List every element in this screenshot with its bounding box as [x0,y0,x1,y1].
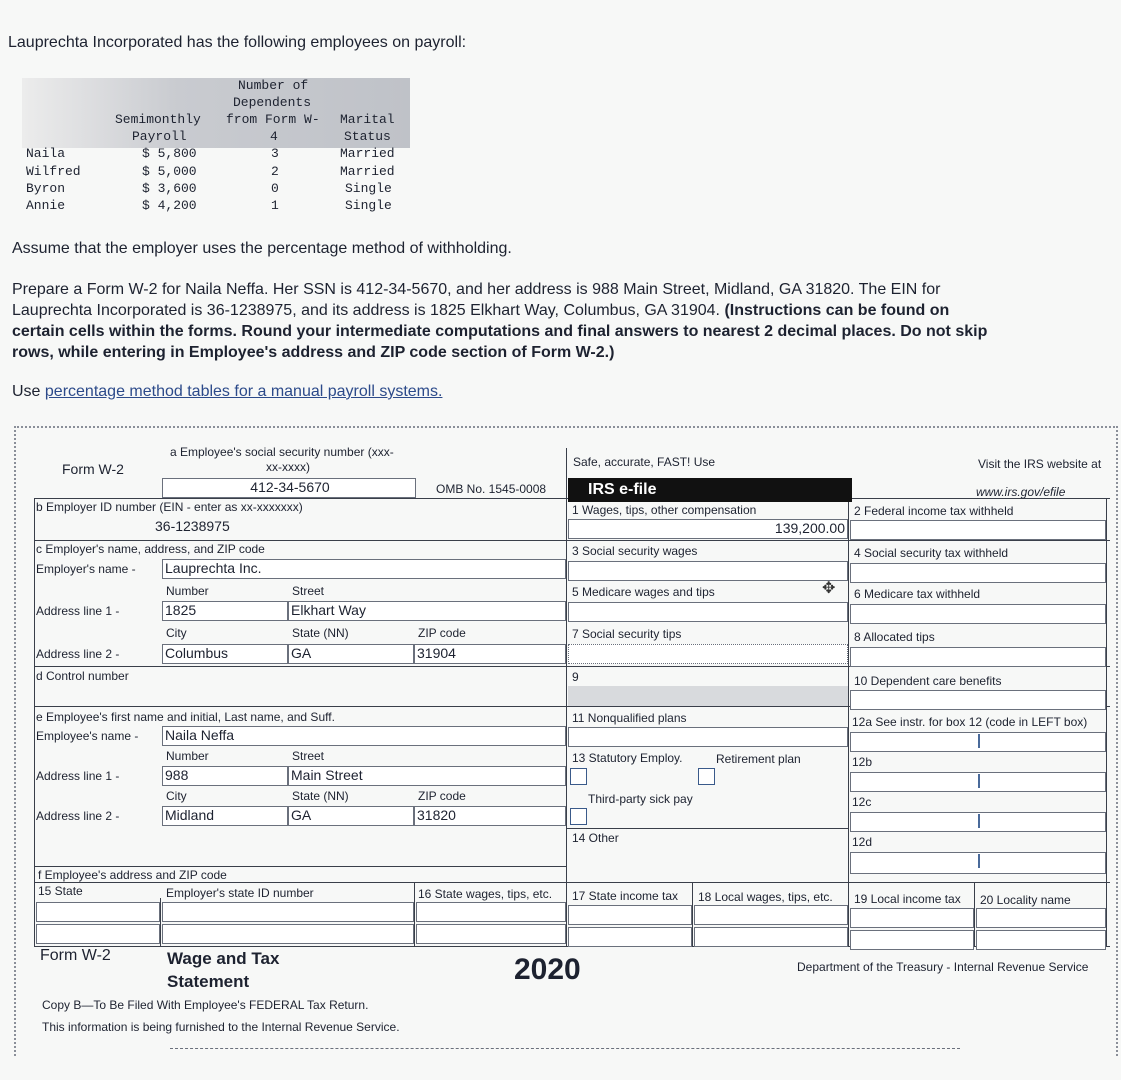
employer-state-input[interactable]: GA [288,644,414,664]
box12a-divider [978,734,980,748]
intro-text: Lauprechta Incorporated has the following employees on payroll: [8,34,467,51]
box2-label: 2 Federal income tax withheld [854,504,1014,518]
footer-title-1: Wage and Tax [167,949,280,968]
footer-title-2: Statement [167,972,250,991]
box8-input[interactable] [850,647,1106,667]
box3-label: 3 Social security wages [572,544,698,558]
retirement-label: Retirement plan [716,752,801,766]
box20-label: 20 Locality name [980,893,1071,907]
row-payroll: $ 5,800 [142,146,197,161]
control-number-label: d Control number [36,669,129,683]
divider [414,882,415,946]
box15-label: 15 State [38,884,83,898]
box12b-label: 12b [852,755,873,769]
state-label: State (NN) [292,626,349,640]
third-party-sick-pay-checkbox[interactable] [570,808,587,825]
ein-value: 36-1238975 [155,518,230,534]
prepare-line: Prepare a Form W-2 for Naila Neffa. Her SSN is 412-34-5670, and her address is 988 Main Street, Midland, GA 31820. The EIN for [12,281,941,298]
box6-label: 6 Medicare tax withheld [854,587,981,601]
box12b-divider [978,774,980,788]
footer-form-label: Form W-2 [40,947,111,964]
state-tax-input-1[interactable] [568,905,692,925]
divider [566,828,848,829]
box1-wages-input[interactable]: 139,200.00 [568,519,848,539]
divider [34,540,1110,541]
box14-input[interactable] [568,848,848,880]
employee-number-input[interactable]: 988 [162,766,288,786]
employee-name-label: Employee's name - [36,729,139,743]
address-line1-label: Address line 1 - [36,604,120,618]
prepare-line-2: Lauprechta Incorporated is 36-1238975, and its address is 1825 Elkhart Way, Columbus, GA 31904. (Instructions can be found on [12,302,950,319]
visit-text: Visit the IRS website at [978,457,1102,471]
employee-label: e Employee's first name and initial, Last name, and Suff. [36,710,335,724]
row-dependents: 0 [271,181,279,196]
divider [34,882,1110,883]
box9-label: 9 [572,670,579,684]
employer-state-id-label: Employer's state ID number [166,886,314,900]
box13-label: 13 Statutory Employ. [572,751,683,765]
payroll-table [22,78,410,218]
row-payroll: $ 5,000 [142,164,197,179]
zip-label: ZIP code [418,789,466,803]
instructions-line: certain cells within the forms. Round your intermediate computations and final answers to nearest 2 decimal places. Do not skip [12,323,988,340]
box8-label: 8 Allocated tips [854,630,935,644]
employer-number-input[interactable]: 1825 [162,601,288,621]
state-label: State (NN) [292,789,349,803]
local-wages-input-2[interactable] [694,927,848,947]
zip-label: ZIP code [418,626,466,640]
box10-input[interactable] [850,690,1106,710]
ein-input[interactable] [36,517,566,539]
state-tax-input-2[interactable] [568,927,692,947]
row-status: Single [345,198,392,213]
header-marital-2: Status [344,129,391,144]
box1-label: 1 Wages, tips, other compensation [572,503,757,517]
city-label: City [166,626,187,640]
cursor-icon: ✥ [822,580,836,597]
prepare-paragraph [12,279,1102,363]
employer-name-label: Employer's name - [36,562,136,576]
state-input-2[interactable] [36,924,160,944]
divider [566,448,567,946]
furnished-text: This information is being furnished to the Internal Revenue Service. [42,1020,400,1034]
box19-label: 19 Local income tax [854,892,961,906]
divider [974,882,975,946]
locality-input-2[interactable] [976,930,1106,950]
irs-efile-banner: IRS e-file [568,478,852,502]
employer-name-input[interactable]: Lauprechta Inc. [162,559,566,579]
percentage-tables-link[interactable]: percentage method tables for a manual payroll systems. [44,383,443,400]
box14-label: 14 Other [572,831,619,845]
header-dependents-4: 4 [270,129,278,144]
box5-label: 5 Medicare wages and tips [572,585,715,599]
divider [160,898,161,946]
header-dependents-2: Dependents [233,95,312,110]
employer-street-input[interactable]: Elkhart Way [288,601,566,621]
ssn-input[interactable]: 412-34-5670 [162,478,416,498]
header-dependents-3: from Form W- [226,112,320,127]
statutory-employee-checkbox[interactable] [570,768,587,785]
instructions-start: (Instructions can be found on [724,302,950,319]
header-marital-1: Marital [340,112,395,127]
employee-street-input[interactable]: Main Street [288,766,566,786]
box11-label: 11 Nonqualified plans [572,711,687,725]
box6-input[interactable] [850,604,1106,624]
box18-label: 18 Local wages, tips, etc. [698,890,833,904]
safe-text: Safe, accurate, FAST! Use [573,455,716,469]
local-wages-input-1[interactable] [694,905,848,925]
form-year: 2020 [514,953,581,986]
employer-label: c Employer's name, address, and ZIP code [36,542,265,556]
row-payroll: $ 4,200 [142,198,197,213]
state-wages-input-1[interactable] [416,902,566,922]
city-label: City [166,789,187,803]
state-id-input-2[interactable] [162,924,414,944]
control-number-input[interactable] [36,684,566,706]
address-line2-label: Address line 2 - [36,647,120,661]
box4-input[interactable] [850,563,1106,583]
row-name: Annie [26,198,66,213]
employee-zip-input[interactable]: 31820 [414,806,566,826]
row-dependents: 2 [271,164,279,179]
ssn-label: a Employee's social security number (xxx- [170,445,394,459]
box5-input[interactable] [568,602,848,622]
row-dependents: 1 [271,198,279,213]
box7-label: 7 Social security tips [572,627,682,641]
box2-input[interactable] [850,520,1106,540]
row-name: Byron [26,181,66,196]
retirement-plan-checkbox[interactable] [698,768,715,785]
employee-address-label: f Employee's address and ZIP code [38,868,227,882]
local-tax-input-2[interactable] [850,930,974,950]
divider [848,498,849,946]
box3-input[interactable] [568,561,848,581]
box12d-divider [978,854,980,868]
box16-label: 16 State wages, tips, etc. [418,887,553,901]
employee-city-input[interactable]: Midland [162,806,288,826]
locality-input-1[interactable] [976,908,1106,928]
box12d-label: 12d [852,835,873,849]
header-payroll-2: Payroll [132,129,187,144]
thirdparty-label: Third-party sick pay [588,792,693,806]
box12c-label: 12c [852,795,872,809]
address-line1-label: Address line 1 - [36,769,120,783]
state-input-1[interactable] [36,902,160,922]
street-label: Street [292,749,325,763]
divider [1106,498,1107,946]
omb-number: OMB No. 1545-0008 [436,482,547,496]
number-label: Number [166,749,209,763]
form-label: Form W-2 [62,461,124,477]
treasury-text: Department of the Treasury - Internal Revenue Service [797,960,1089,974]
number-label: Number [166,584,209,598]
header-dependents-1: Number of [238,78,309,93]
employer-city-input[interactable]: Columbus [162,644,288,664]
address-line2-label: Address line 2 - [36,809,120,823]
website-text: www.irs.gov/efile [976,485,1066,499]
box11-input[interactable] [568,727,848,747]
row-name: Wilfred [26,164,81,179]
instructions-line: rows, while entering in Employee's address and ZIP code section of Form W-2.) [12,344,615,361]
box4-label: 4 Social security tax withheld [854,546,1009,560]
ein-label: b Employer ID number (EIN - enter as xx-xxxxxxx) [36,500,303,514]
employee-state-input[interactable]: GA [288,806,414,826]
employer-zip-input[interactable]: 31904 [414,644,566,664]
bottom-dashed-line [170,1048,960,1050]
box12a-label: 12a See instr. for box 12 (code in LEFT box) [852,715,1088,729]
row-status: Single [345,181,392,196]
divider [34,866,566,867]
box12c-divider [978,814,980,828]
ssn-label-2: xx-xxxx) [266,460,310,474]
box17-label: 17 State income tax [572,889,679,903]
local-tax-input-1[interactable] [850,908,974,928]
row-status: Married [340,146,395,161]
header-payroll-1: Semimonthly [115,112,201,127]
divider [34,498,35,946]
copy-b-text: Copy B—To Be Filed With Employee's FEDERAL Tax Return. [42,998,369,1012]
street-label: Street [292,584,325,598]
row-name: Naila [26,146,66,161]
row-payroll: $ 3,600 [142,181,197,196]
employee-name-input[interactable]: Naila Neffa [162,726,566,746]
row-status: Married [340,164,395,179]
box9-shaded [568,686,848,706]
state-id-input-1[interactable] [162,902,414,922]
use-tables-line: Use percentage method tables for a manual payroll systems. [12,383,443,400]
divider [692,882,693,946]
box10-label: 10 Dependent care benefits [854,674,1002,688]
row-dependents: 3 [271,146,279,161]
state-wages-input-2[interactable] [416,924,566,944]
box7-input[interactable] [568,644,848,664]
assume-text: Assume that the employer uses the percentage method of withholding. [12,240,512,257]
